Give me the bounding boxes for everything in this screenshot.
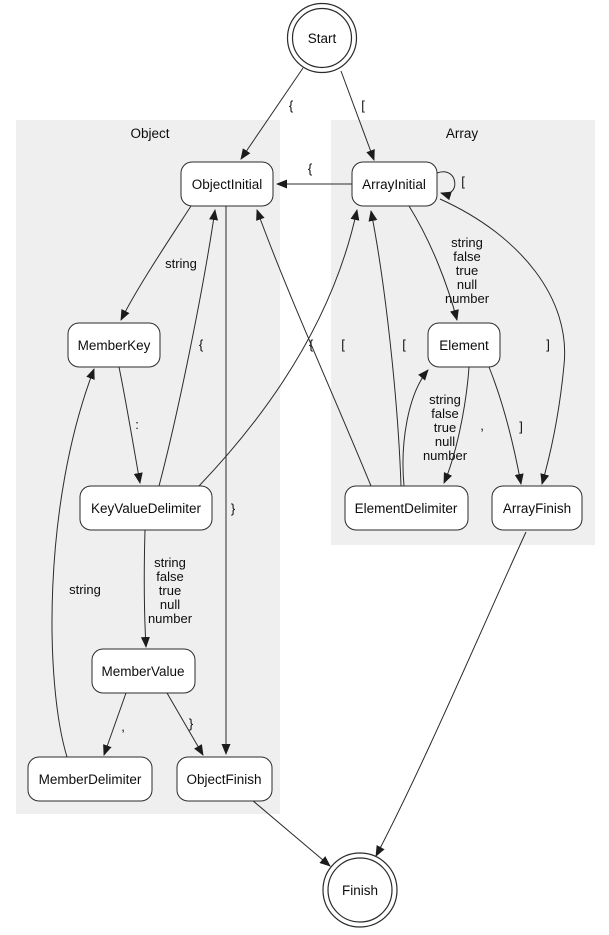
object-cluster <box>16 120 280 814</box>
array-finish-label: ArrayFinish <box>502 501 572 516</box>
node-array-finish <box>492 486 582 530</box>
member-key-label: MemberKey <box>77 338 151 353</box>
label-objectinitial-memberkey: string <box>165 256 197 271</box>
label-start-arrayinitial: [ <box>361 98 365 113</box>
node-member-delimiter <box>28 757 152 801</box>
key-value-delimiter-label: KeyValueDelimiter <box>90 501 202 516</box>
token-string: string <box>154 555 186 570</box>
start-label: Start <box>307 31 337 46</box>
label-arrayinitial-self: [ <box>461 174 465 189</box>
finish-label: Finish <box>341 883 379 898</box>
object-finish-label: ObjectFinish <box>186 772 262 787</box>
array-cluster-label: Array <box>445 126 479 141</box>
edge-arrayfinish-to-finish <box>376 532 526 856</box>
node-finish <box>323 853 397 927</box>
node-element <box>428 323 500 367</box>
label-start-objectinitial: { <box>288 98 294 113</box>
token-false: false <box>156 569 184 584</box>
token-true: true <box>158 583 182 598</box>
label-element-elementdelimiter: , <box>480 418 484 433</box>
token-number: number <box>147 611 193 626</box>
label-element-arrayfinish: ] <box>519 419 523 434</box>
edge-objectfinish-to-finish <box>252 800 330 866</box>
label-memberdelimiter-memberkey: string <box>69 582 101 597</box>
label-keyvaluedelimiter-arrayinitial: [ <box>341 337 345 352</box>
node-array-initial <box>352 162 437 206</box>
element-delimiter-label: ElementDelimiter <box>354 501 458 516</box>
token-null: null <box>159 597 181 612</box>
object-initial-label: ObjectInitial <box>191 177 263 192</box>
node-element-delimiter <box>345 486 468 530</box>
element-label: Element <box>439 338 489 353</box>
label-keyvaluedelimiter-objectinitial: { <box>198 337 204 352</box>
node-member-key <box>68 323 160 367</box>
token-number: number <box>444 291 490 306</box>
label-elementdelimiter-objectinitial: { <box>308 337 314 352</box>
token-false: false <box>431 406 459 421</box>
token-string: string <box>451 235 483 250</box>
member-delimiter-label: MemberDelimiter <box>38 772 142 787</box>
node-key-value-delimiter <box>80 486 212 530</box>
token-string: string <box>429 392 461 407</box>
token-null: null <box>456 277 478 292</box>
label-objectinitial-objectfinish: } <box>230 501 236 516</box>
node-member-value <box>92 649 195 693</box>
token-number: number <box>422 448 468 463</box>
label-memberkey-keyvaluedelimiter: : <box>135 417 139 432</box>
node-start <box>288 4 357 73</box>
node-object-finish <box>177 757 272 801</box>
member-value-label: MemberValue <box>101 664 185 679</box>
label-elementdelimiter-arrayinitial: [ <box>402 337 406 352</box>
node-object-initial <box>181 162 273 206</box>
label-arrayinitial-arrayfinish: ] <box>546 337 550 352</box>
token-true: true <box>455 263 479 278</box>
object-cluster-label: Object <box>130 126 170 141</box>
token-true: true <box>433 420 457 435</box>
token-null: null <box>434 434 456 449</box>
label-arrayinitial-objectinitial: { <box>307 161 313 176</box>
array-initial-label: ArrayInitial <box>362 177 426 192</box>
label-membervalue-memberdelimiter: , <box>121 719 125 734</box>
label-membervalue-objectfinish: } <box>188 716 194 731</box>
token-false: false <box>453 249 481 264</box>
